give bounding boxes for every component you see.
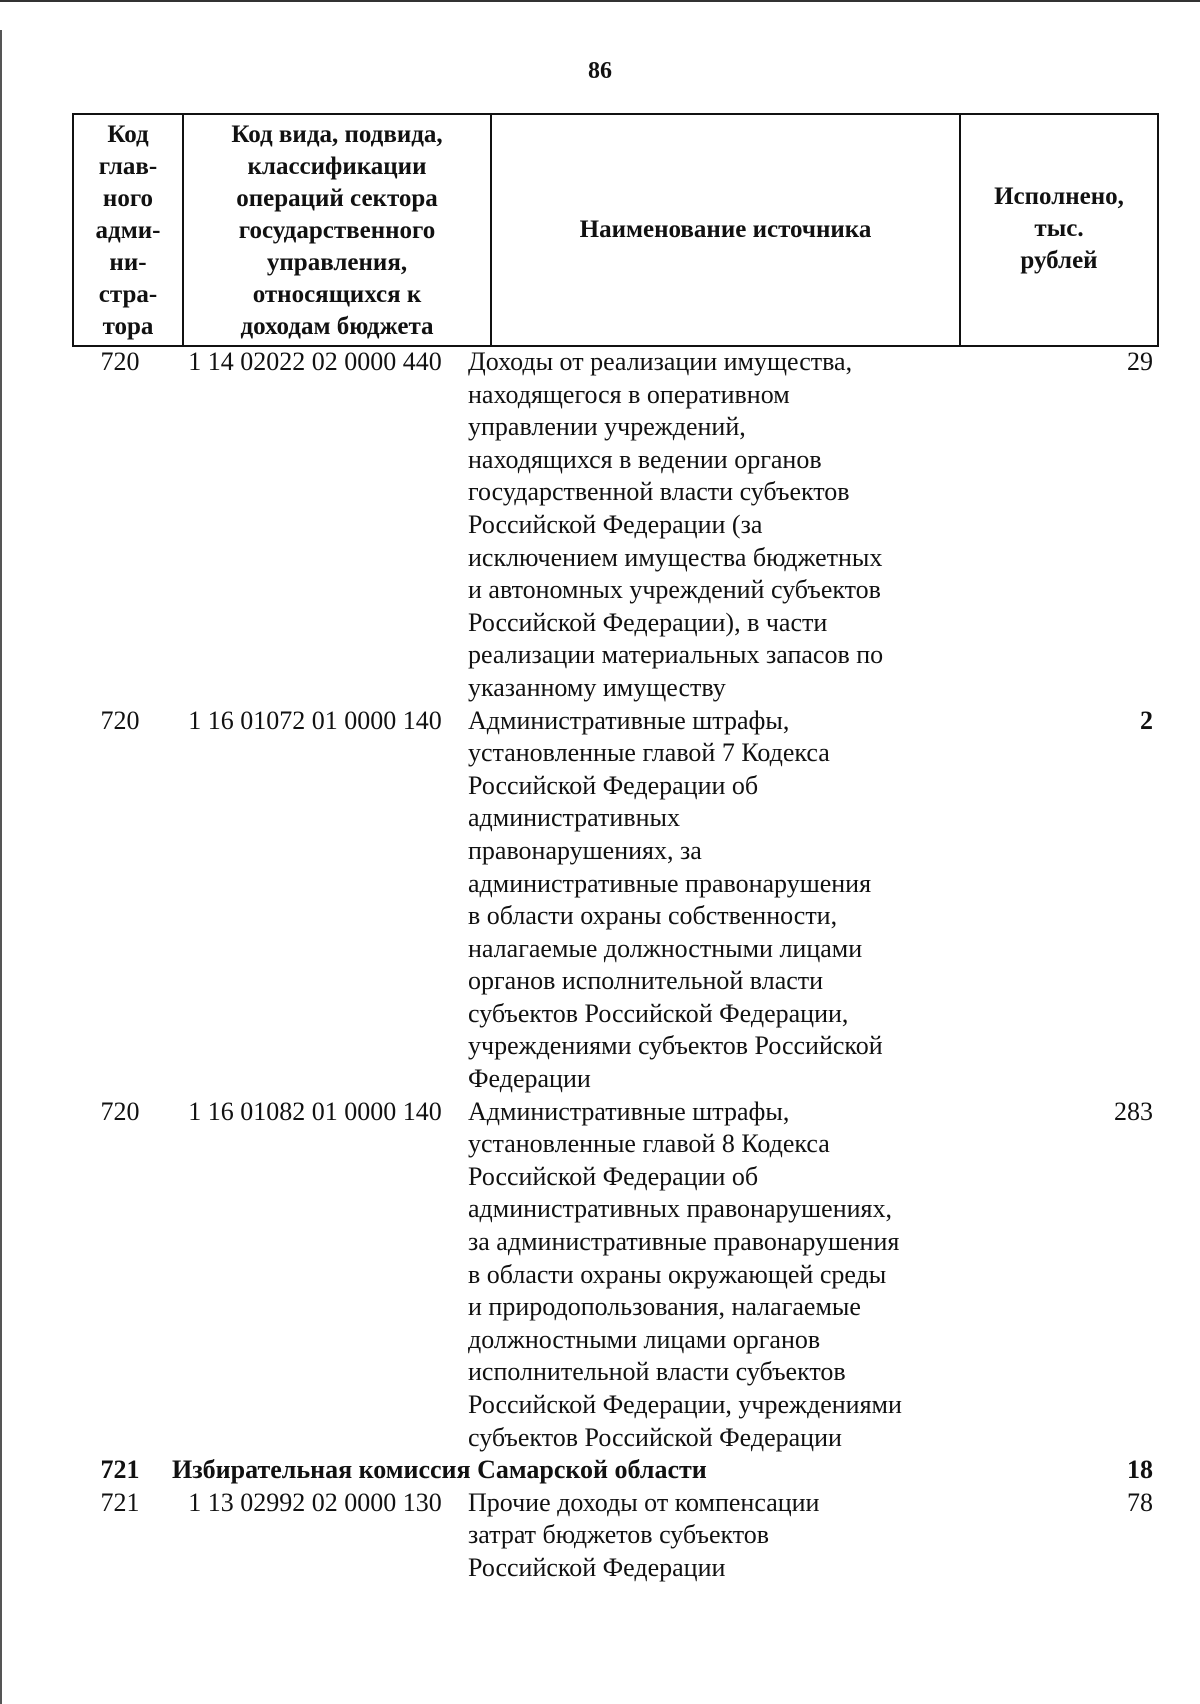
table-header: [72, 113, 1159, 347]
amount-cell: 283: [1114, 1096, 1153, 1126]
classification-code-cell: 1 16 01082 01 0000 140: [188, 1096, 442, 1126]
page-number: 86: [588, 58, 612, 84]
section-admin-code: 721: [100, 1455, 140, 1485]
table-row: [72, 1487, 1159, 1585]
source-name-cell: Административные штрафы, установленные главой 8 Кодекса Российской Федерации об административных правонарушениях, за административные правонарушения в области охраны окружающей среды и природопользования, налагаемые должностными лицами органов исполнительной власти субъектов Российской Федерации, учреждениями субъектов Российской Федерации: [468, 1096, 902, 1452]
admin-code-cell: 720: [100, 1096, 140, 1126]
amount-cell: 29: [1127, 347, 1153, 376]
admin-code-cell: 720: [100, 347, 140, 376]
section-amount: 18: [1127, 1455, 1153, 1485]
section-row: [72, 1454, 1159, 1487]
header-row: [73, 114, 1158, 346]
scan-edge-left: [0, 30, 2, 1704]
source-name-cell: Доходы от реализации имущества, находящегося в оперативном управлении учреждений, находящихся в ведении органов государственной власти субъектов Российской Федерации (за исключением имущества бюджетных и автономных учреждений субъектов Российской Федерации), в части реализации материальных запасов по указанному имуществу: [468, 347, 884, 702]
source-name-cell: Административные штрафы, установленные главой 7 Кодекса Российской Федерации об административных правонарушениях, за административные правонарушения в области охраны собственности, налагаемые должностными лицами органов исполнительной власти субъектов Российской Федерации, учреждениями субъектов Российской Федерации: [468, 705, 883, 1094]
classification-code-cell: 1 16 01072 01 0000 140: [188, 705, 442, 735]
amount-cell: 2: [1140, 705, 1153, 735]
header-source-name: Наименование источника: [491, 114, 960, 346]
classification-code-cell: 1 14 02022 02 0000 440: [188, 347, 442, 376]
scan-edge-top: [0, 0, 1200, 2]
source-name-cell: Прочие доходы от компенсации затрат бюджетов субъектов Российской Федерации: [468, 1487, 820, 1582]
table-row: [72, 705, 1159, 1096]
revenue-table: [72, 346, 1159, 1585]
table-row: [72, 1096, 1159, 1455]
classification-code-cell: 1 13 02992 02 0000 130: [188, 1487, 442, 1517]
admin-code-cell: 720: [100, 705, 140, 735]
header-classification-code: Код вида, подвида, классификации операций сектора государственного управления, относящихся к доходам бюджета: [183, 114, 491, 346]
header-admin-code: Код глав- ного адми- ни- стра- тора: [73, 114, 183, 346]
admin-code-cell: 721: [100, 1487, 140, 1517]
amount-cell: 78: [1127, 1487, 1153, 1517]
table-row: [72, 346, 1159, 705]
header-executed: Исполнено, тыс. рублей: [960, 114, 1158, 346]
section-title: Избирательная комиссия Самарской области: [172, 1455, 707, 1485]
